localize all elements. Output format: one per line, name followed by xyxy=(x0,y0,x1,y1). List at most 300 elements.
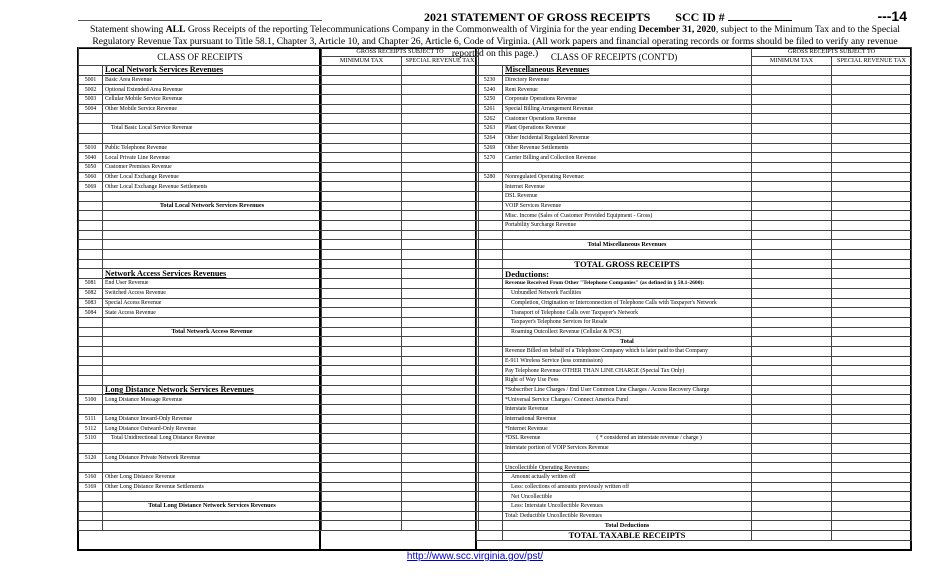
account-code xyxy=(477,501,503,511)
left-row xyxy=(79,298,479,308)
special-revenue-tax-field[interactable] xyxy=(402,501,479,511)
scc-website-link[interactable]: http://www.scc.virginia.gov/pst/ xyxy=(406,551,544,562)
special-revenue-tax-field[interactable] xyxy=(832,346,912,356)
special-revenue-tax-field[interactable] xyxy=(402,482,479,492)
special-revenue-tax-field[interactable] xyxy=(402,492,479,502)
receipt-class-label: Cellular Mobile Service Revenue xyxy=(103,95,322,105)
minimum-tax-field[interactable] xyxy=(752,191,832,201)
right-row xyxy=(477,424,912,434)
special-revenue-tax-field[interactable] xyxy=(832,85,912,95)
left-row xyxy=(79,182,479,192)
minimum-tax-field[interactable] xyxy=(322,492,402,502)
special-revenue-tax-field[interactable] xyxy=(832,327,912,337)
special-revenue-tax-field[interactable] xyxy=(402,153,479,163)
left-row xyxy=(79,463,479,473)
minimum-tax-field[interactable] xyxy=(752,531,832,541)
left-row xyxy=(79,385,479,395)
right-row xyxy=(477,366,912,376)
special-revenue-tax-field[interactable] xyxy=(402,472,479,482)
minimum-tax-field[interactable] xyxy=(322,308,402,318)
account-code xyxy=(477,424,503,434)
special-revenue-tax-field[interactable] xyxy=(402,511,479,521)
minimum-tax-field[interactable] xyxy=(752,346,832,356)
special-revenue-tax-field[interactable] xyxy=(832,385,912,395)
account-code: 5262 xyxy=(477,114,503,124)
special-revenue-tax-field[interactable] xyxy=(402,308,479,318)
account-code xyxy=(477,385,503,395)
minimum-tax-field[interactable] xyxy=(752,434,832,444)
special-revenue-tax-field[interactable] xyxy=(832,521,912,531)
receipt-class-label: Special Billing Arrangement Revenue xyxy=(503,104,752,114)
minimum-tax-field[interactable] xyxy=(752,501,832,511)
receipt-class-label xyxy=(103,250,322,260)
minimum-tax-field[interactable] xyxy=(322,453,402,463)
special-revenue-tax-field[interactable] xyxy=(832,482,912,492)
special-revenue-tax-field[interactable] xyxy=(402,124,479,134)
account-code xyxy=(79,211,103,221)
special-revenue-tax-field[interactable] xyxy=(832,317,912,327)
minimum-tax-field[interactable] xyxy=(752,327,832,337)
minimum-tax-field[interactable] xyxy=(752,104,832,114)
special-revenue-tax-field[interactable] xyxy=(832,75,912,85)
minimum-tax-field[interactable] xyxy=(322,104,402,114)
minimum-tax-field[interactable] xyxy=(752,337,832,347)
minimum-tax-field[interactable] xyxy=(752,143,832,153)
special-revenue-tax-field[interactable] xyxy=(832,221,912,231)
special-revenue-tax-field[interactable] xyxy=(832,298,912,308)
account-code: 5060 xyxy=(79,172,103,182)
special-revenue-tax-field[interactable] xyxy=(832,182,912,192)
minimum-tax-field[interactable] xyxy=(322,211,402,221)
minimum-tax-field[interactable] xyxy=(322,153,402,163)
right-row xyxy=(477,288,912,298)
account-code xyxy=(79,511,103,521)
special-revenue-tax-field[interactable] xyxy=(832,405,912,415)
special-revenue-tax-field[interactable] xyxy=(402,317,479,327)
special-revenue-tax-field[interactable] xyxy=(832,434,912,444)
receipt-class-label: Switched Access Revenue xyxy=(103,288,322,298)
minimum-tax-field[interactable] xyxy=(752,424,832,434)
left-row xyxy=(79,346,479,356)
receipt-class-label: Total Long Distance Network Services Revenues xyxy=(103,501,322,511)
minimum-tax-field[interactable] xyxy=(322,230,402,240)
right-row xyxy=(477,114,912,124)
left-row xyxy=(79,201,479,211)
special-revenue-tax-field[interactable] xyxy=(402,230,479,240)
minimum-tax-field[interactable] xyxy=(322,395,402,405)
receipt-class-label xyxy=(103,317,322,327)
special-revenue-tax-field[interactable] xyxy=(832,240,912,250)
special-revenue-tax-field[interactable] xyxy=(402,463,479,473)
minimum-tax-field[interactable] xyxy=(752,221,832,231)
receipt-class-label: Rent Revenue xyxy=(503,85,752,95)
receipt-class-label: Nonregulated Operating Revenue: xyxy=(503,172,752,182)
special-revenue-tax-field[interactable] xyxy=(832,133,912,143)
special-revenue-tax-field[interactable] xyxy=(402,259,479,269)
minimum-tax-field[interactable] xyxy=(752,317,832,327)
minimum-tax-field[interactable] xyxy=(322,501,402,511)
minimum-tax-field[interactable] xyxy=(322,288,402,298)
special-revenue-tax-field[interactable] xyxy=(402,221,479,231)
minimum-tax-field[interactable] xyxy=(752,482,832,492)
account-code: 5002 xyxy=(79,85,103,95)
special-revenue-tax-field[interactable] xyxy=(832,201,912,211)
minimum-tax-field[interactable] xyxy=(752,201,832,211)
special-revenue-tax-field[interactable] xyxy=(402,133,479,143)
account-code: 5160 xyxy=(79,472,103,482)
special-revenue-tax-field[interactable] xyxy=(832,463,912,473)
minimum-tax-field[interactable] xyxy=(752,521,832,531)
minimum-tax-field[interactable] xyxy=(322,85,402,95)
special-revenue-tax-field[interactable] xyxy=(832,104,912,114)
special-revenue-tax-field[interactable] xyxy=(402,95,479,105)
account-code xyxy=(79,269,103,279)
special-revenue-tax-field[interactable] xyxy=(832,162,912,172)
receipt-class-label: Net Uncollectible xyxy=(503,492,752,502)
receipt-class-label: Roaming Outcollect Revenue (Cellular & PCS) xyxy=(503,327,752,337)
special-revenue-tax-field[interactable] xyxy=(402,240,479,250)
special-revenue-tax-field[interactable] xyxy=(832,191,912,201)
minimum-tax-field[interactable] xyxy=(752,230,832,240)
receipt-class-label: State Access Revenue xyxy=(103,308,322,318)
account-code: 5280 xyxy=(477,172,503,182)
special-revenue-tax-field[interactable] xyxy=(832,356,912,366)
special-revenue-tax-field[interactable] xyxy=(402,104,479,114)
minimum-tax-field[interactable] xyxy=(322,133,402,143)
account-code xyxy=(79,356,103,366)
minimum-tax-field[interactable] xyxy=(322,124,402,134)
minimum-tax-field[interactable] xyxy=(322,317,402,327)
minimum-tax-field[interactable] xyxy=(322,182,402,192)
account-code: 5040 xyxy=(79,153,103,163)
right-row xyxy=(477,221,912,231)
left-row xyxy=(79,317,479,327)
minimum-tax-field[interactable] xyxy=(322,66,402,76)
special-revenue-tax-field[interactable] xyxy=(832,288,912,298)
special-revenue-tax-field[interactable] xyxy=(832,376,912,386)
minimum-tax-field[interactable] xyxy=(752,472,832,482)
special-revenue-tax-field[interactable] xyxy=(832,114,912,124)
minimum-tax-field[interactable] xyxy=(322,366,402,376)
right-row xyxy=(477,269,912,279)
special-revenue-tax-field[interactable] xyxy=(402,453,479,463)
receipt-class-label: Total: Deductible Uncollectible Revenues xyxy=(503,511,752,521)
special-revenue-tax-field[interactable] xyxy=(402,182,479,192)
left-row xyxy=(79,337,479,347)
receipt-class-label xyxy=(503,250,752,260)
receipt-class-label: Unbundled Network Facilities xyxy=(503,288,752,298)
receipt-class-label xyxy=(103,443,322,453)
minimum-tax-field[interactable] xyxy=(322,434,402,444)
minimum-tax-field[interactable] xyxy=(752,443,832,453)
minimum-tax-field[interactable] xyxy=(322,279,402,289)
minimum-tax-field[interactable] xyxy=(752,414,832,424)
minimum-tax-field[interactable] xyxy=(322,356,402,366)
left-row xyxy=(79,472,479,482)
minimum-tax-field[interactable] xyxy=(322,162,402,172)
special-revenue-tax-field[interactable] xyxy=(402,298,479,308)
special-revenue-tax-field[interactable] xyxy=(832,250,912,260)
special-revenue-tax-field[interactable] xyxy=(402,414,479,424)
left-row xyxy=(79,356,479,366)
receipt-class-label: Optional Extended Area Revenue xyxy=(103,85,322,95)
special-revenue-tax-field[interactable] xyxy=(402,395,479,405)
special-revenue-tax-field[interactable] xyxy=(402,279,479,289)
right-row xyxy=(477,124,912,134)
minimum-tax-field[interactable] xyxy=(322,191,402,201)
special-revenue-tax-field[interactable] xyxy=(402,269,479,279)
minimum-tax-field[interactable] xyxy=(322,259,402,269)
minimum-tax-field[interactable] xyxy=(322,75,402,85)
account-code xyxy=(477,414,503,424)
right-row xyxy=(477,279,912,289)
left-row xyxy=(79,366,479,376)
right-row xyxy=(477,308,912,318)
minimum-tax-field[interactable] xyxy=(322,201,402,211)
special-revenue-tax-field[interactable] xyxy=(832,308,912,318)
special-revenue-tax-field[interactable] xyxy=(402,288,479,298)
left-row xyxy=(79,153,479,163)
special-revenue-tax-field[interactable] xyxy=(832,66,912,76)
minimum-tax-field[interactable] xyxy=(322,443,402,453)
special-revenue-tax-field[interactable] xyxy=(402,405,479,415)
minimum-tax-field[interactable] xyxy=(752,66,832,76)
minimum-tax-field[interactable] xyxy=(752,308,832,318)
receipt-class-label xyxy=(103,346,322,356)
special-revenue-tax-field[interactable] xyxy=(832,366,912,376)
special-revenue-tax-field[interactable] xyxy=(832,153,912,163)
minimum-tax-field[interactable] xyxy=(322,114,402,124)
minimum-tax-field[interactable] xyxy=(322,172,402,182)
minimum-tax-field[interactable] xyxy=(322,240,402,250)
right-header-row xyxy=(477,48,912,57)
account-code: 5069 xyxy=(79,182,103,192)
receipt-class-label: Revenue Billed on behalf of a Telephone Company which is later paid to that Company xyxy=(503,346,752,356)
special-revenue-tax-field[interactable] xyxy=(402,366,479,376)
minimum-tax-field[interactable] xyxy=(322,385,402,395)
right-row xyxy=(477,385,912,395)
receipt-class-label: Interstate Revenue xyxy=(503,405,752,415)
special-revenue-tax-field[interactable] xyxy=(402,337,479,347)
account-code: 5263 xyxy=(477,124,503,134)
minimum-tax-field[interactable] xyxy=(752,133,832,143)
special-revenue-tax-field[interactable] xyxy=(832,443,912,453)
minimum-tax-field[interactable] xyxy=(752,376,832,386)
left-row xyxy=(79,443,479,453)
right-row xyxy=(477,250,912,260)
minimum-tax-field[interactable] xyxy=(322,414,402,424)
special-revenue-tax-field[interactable] xyxy=(832,95,912,105)
left-row xyxy=(79,230,479,240)
special-revenue-tax-field[interactable] xyxy=(832,501,912,511)
special-revenue-tax-field[interactable] xyxy=(402,201,479,211)
special-revenue-tax-field[interactable] xyxy=(402,327,479,337)
account-code xyxy=(79,191,103,201)
minimum-tax-field[interactable] xyxy=(322,463,402,473)
minimum-tax-field[interactable] xyxy=(752,288,832,298)
special-revenue-tax-field[interactable] xyxy=(402,521,479,531)
special-revenue-tax-field[interactable] xyxy=(402,172,479,182)
minimum-tax-field[interactable] xyxy=(752,75,832,85)
account-code: 5120 xyxy=(79,453,103,463)
minimum-tax-field[interactable] xyxy=(752,463,832,473)
special-revenue-tax-field[interactable] xyxy=(402,162,479,172)
special-revenue-tax-field[interactable] xyxy=(402,66,479,76)
minimum-tax-field[interactable] xyxy=(752,259,832,269)
minimum-tax-field[interactable] xyxy=(322,521,402,531)
minimum-tax-field[interactable] xyxy=(752,240,832,250)
right-row xyxy=(477,327,912,337)
account-code xyxy=(79,443,103,453)
special-revenue-tax-field[interactable] xyxy=(402,385,479,395)
special-revenue-tax-field[interactable] xyxy=(402,346,479,356)
account-code xyxy=(477,531,503,541)
special-revenue-tax-field[interactable] xyxy=(402,211,479,221)
minimum-tax-field[interactable] xyxy=(752,85,832,95)
minimum-tax-field[interactable] xyxy=(322,405,402,415)
minimum-tax-field[interactable] xyxy=(322,95,402,105)
left-row xyxy=(79,288,479,298)
minimum-tax-field[interactable] xyxy=(752,453,832,463)
special-revenue-tax-field[interactable] xyxy=(402,250,479,260)
footer xyxy=(0,551,950,562)
minimum-tax-field[interactable] xyxy=(752,182,832,192)
minimum-tax-field[interactable] xyxy=(752,298,832,308)
receipt-class-label: TOTAL TAXABLE RECEIPTS xyxy=(503,531,752,541)
minimum-tax-field[interactable] xyxy=(752,356,832,366)
minimum-tax-field[interactable] xyxy=(752,511,832,521)
minimum-tax-field[interactable] xyxy=(752,114,832,124)
minimum-tax-field[interactable] xyxy=(752,250,832,260)
receipt-class-label: Miscellaneous Revenues xyxy=(503,66,752,76)
minimum-tax-field[interactable] xyxy=(752,211,832,221)
special-revenue-tax-field[interactable] xyxy=(832,424,912,434)
minimum-tax-field[interactable] xyxy=(322,472,402,482)
minimum-tax-field[interactable] xyxy=(752,366,832,376)
account-code xyxy=(79,114,103,124)
special-revenue-tax-field[interactable] xyxy=(402,75,479,85)
account-code: 5240 xyxy=(477,85,503,95)
minimum-tax-field[interactable] xyxy=(322,221,402,231)
left-row xyxy=(79,85,479,95)
minimum-tax-field[interactable] xyxy=(322,143,402,153)
account-code xyxy=(477,221,503,231)
receipt-class-label: Less: Interstate Uncollectible Revenues xyxy=(503,501,752,511)
right-row xyxy=(477,443,912,453)
minimum-tax-field[interactable] xyxy=(752,95,832,105)
minimum-tax-field[interactable] xyxy=(322,327,402,337)
special-revenue-tax-field[interactable] xyxy=(832,453,912,463)
special-revenue-tax-field[interactable] xyxy=(832,492,912,502)
minimum-tax-field[interactable] xyxy=(322,250,402,260)
right-row xyxy=(477,356,912,366)
left-row xyxy=(79,66,479,76)
account-code: 5270 xyxy=(477,153,503,163)
special-revenue-tax-field[interactable] xyxy=(832,472,912,482)
left-row xyxy=(79,114,479,124)
account-code xyxy=(477,482,503,492)
special-revenue-tax-field[interactable] xyxy=(402,376,479,386)
right-row xyxy=(477,395,912,405)
minimum-tax-field[interactable] xyxy=(322,424,402,434)
account-code: 5110 xyxy=(79,434,103,444)
special-revenue-tax-field[interactable] xyxy=(832,259,912,269)
special-revenue-tax-field[interactable] xyxy=(402,143,479,153)
minimum-tax-field[interactable] xyxy=(752,279,832,289)
account-code xyxy=(79,124,103,134)
account-code: 5010 xyxy=(79,143,103,153)
minimum-tax-field[interactable] xyxy=(322,482,402,492)
account-code xyxy=(477,191,503,201)
special-revenue-tax-field[interactable] xyxy=(832,395,912,405)
receipt-class-label xyxy=(503,453,752,463)
page-number: ---14 xyxy=(877,8,907,24)
minimum-tax-field[interactable] xyxy=(752,153,832,163)
minimum-tax-field[interactable] xyxy=(322,511,402,521)
minimum-tax-field[interactable] xyxy=(752,395,832,405)
special-revenue-tax-field[interactable] xyxy=(402,85,479,95)
special-revenue-tax-field[interactable] xyxy=(402,443,479,453)
minimum-tax-field[interactable] xyxy=(752,492,832,502)
receipt-class-label: *Subscriber Line Charges / End User Common Line Charges / Access Recovery Charge xyxy=(503,385,752,395)
minimum-tax-field[interactable] xyxy=(322,346,402,356)
left-row xyxy=(79,211,479,221)
minimum-tax-field[interactable] xyxy=(322,269,402,279)
account-code xyxy=(79,133,103,143)
special-revenue-tax-field[interactable] xyxy=(402,114,479,124)
minimum-tax-field[interactable] xyxy=(322,337,402,347)
left-row xyxy=(79,269,479,279)
right-row xyxy=(477,230,912,240)
receipt-class-label: Total Basic Local Service Revenue xyxy=(103,124,322,134)
minimum-tax-field[interactable] xyxy=(752,405,832,415)
special-revenue-tax-field[interactable] xyxy=(832,269,912,279)
receipt-class-label: Taxpayer's Telephone Services for Resale xyxy=(503,317,752,327)
minimum-tax-field[interactable] xyxy=(322,376,402,386)
account-code xyxy=(79,66,103,76)
account-code xyxy=(477,434,503,444)
special-revenue-tax-field[interactable] xyxy=(402,424,479,434)
scc-id-field[interactable] xyxy=(728,10,792,21)
special-revenue-tax-field[interactable] xyxy=(402,356,479,366)
special-revenue-tax-field[interactable] xyxy=(832,211,912,221)
account-code xyxy=(79,317,103,327)
special-revenue-tax-field[interactable] xyxy=(832,337,912,347)
account-code xyxy=(79,501,103,511)
minimum-tax-field[interactable] xyxy=(752,172,832,182)
minimum-tax-field[interactable] xyxy=(752,124,832,134)
special-revenue-tax-field[interactable] xyxy=(832,414,912,424)
special-revenue-tax-field[interactable] xyxy=(832,124,912,134)
special-revenue-tax-field[interactable] xyxy=(402,191,479,201)
receipt-class-label: Amount actually written off xyxy=(503,472,752,482)
special-revenue-tax-field[interactable] xyxy=(832,531,912,541)
special-revenue-tax-field[interactable] xyxy=(402,434,479,444)
right-row xyxy=(477,405,912,415)
special-revenue-tax-field[interactable] xyxy=(832,511,912,521)
account-code: 5083 xyxy=(79,298,103,308)
minimum-tax-field[interactable] xyxy=(752,385,832,395)
special-revenue-tax-field[interactable] xyxy=(832,230,912,240)
special-revenue-tax-field[interactable] xyxy=(832,172,912,182)
minimum-tax-field[interactable] xyxy=(322,298,402,308)
receipt-class-label: Other Long Distance Revenue xyxy=(103,472,322,482)
minimum-tax-field[interactable] xyxy=(752,162,832,172)
receipt-class-label: E-911 Wireless Service (less commission) xyxy=(503,356,752,366)
special-revenue-tax-field[interactable] xyxy=(832,143,912,153)
minimum-tax-field[interactable] xyxy=(752,269,832,279)
special-revenue-tax-field[interactable] xyxy=(832,279,912,289)
